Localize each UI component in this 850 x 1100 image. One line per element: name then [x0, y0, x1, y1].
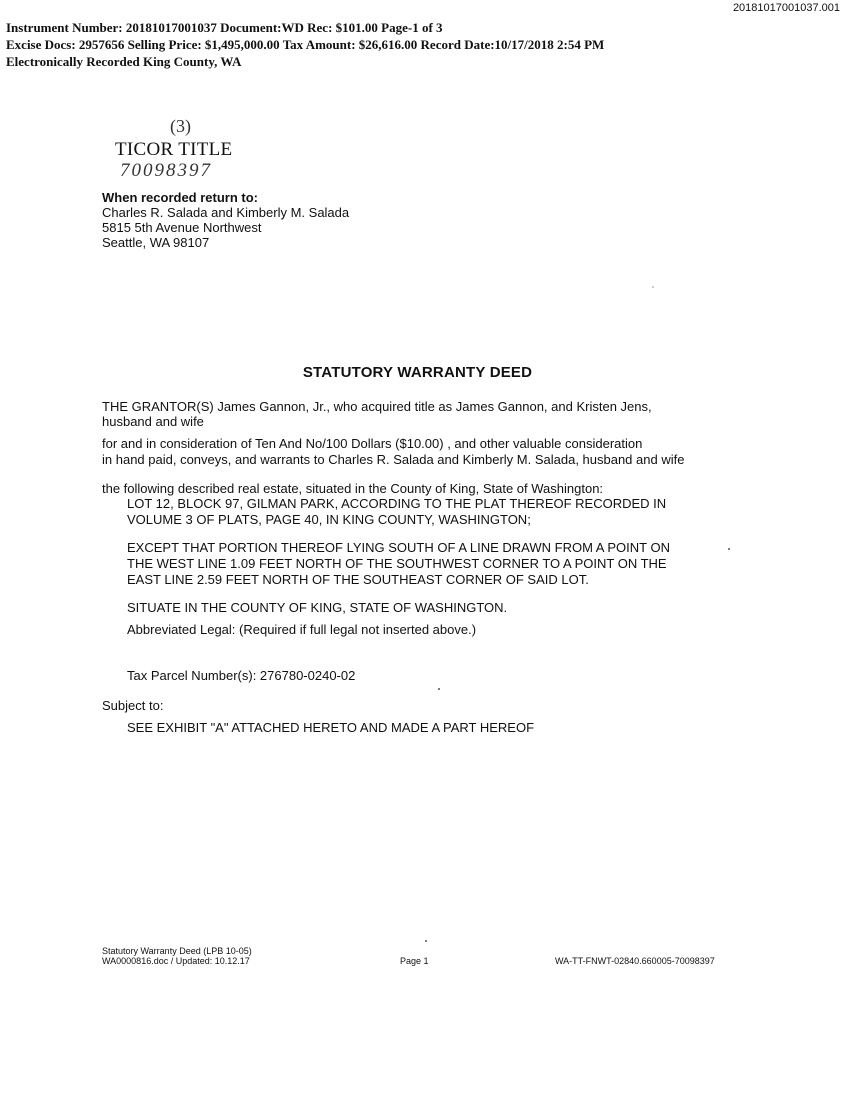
footer-form-name: Statutory Warranty Deed (LPB 10-05): [102, 946, 252, 956]
abbreviated-legal-line: Abbreviated Legal: (Required if full legal not inserted above.): [127, 622, 477, 637]
grantor-line-1: THE GRANTOR(S) James Gannon, Jr., who acquired title as James Gannon, and Kristen Jens,: [102, 399, 652, 414]
return-city: Seattle, WA 98107: [102, 235, 210, 250]
return-address-block: [102, 190, 349, 250]
return-name: Charles R. Salada and Kimberly M. Salada: [102, 205, 350, 220]
exhibit-reference: SEE EXHIBIT "A" ATTACHED HERETO AND MADE A PART HEREOF: [127, 720, 535, 735]
handwritten-order-number: 70098397: [120, 160, 212, 181]
recording-line-1: Instrument Number: 20181017001037 Document:WD Rec: $101.00 Page-1 of 3: [6, 20, 443, 35]
exception-line-2: THE WEST LINE 1.09 FEET NORTH OF THE SOUTHWEST CORNER TO A POINT ON THE: [127, 556, 667, 571]
return-heading: When recorded return to:: [102, 190, 259, 205]
return-street: 5815 5th Avenue Northwest: [102, 220, 262, 235]
subject-to-label: Subject to:: [102, 698, 164, 713]
real-estate-intro: the following described real estate, situated in the County of King, State of Washington:: [102, 481, 604, 496]
legal-description-line-1: LOT 12, BLOCK 97, GILMAN PARK, ACCORDING TO THE PLAT THEREOF RECORDED IN: [127, 496, 667, 511]
handwritten-number: (3): [170, 116, 191, 136]
footer-reference: WA-TT-FNWT-02840.660005-70098397: [555, 956, 715, 966]
ticor-title-stamp: TICOR TITLE: [115, 139, 233, 160]
legal-description-line-2: VOLUME 3 OF PLATS, PAGE 40, IN KING COUNTY, WASHINGTON;: [127, 512, 531, 527]
scan-speck: [438, 688, 440, 690]
scan-speck: [652, 286, 654, 288]
recording-line-3: Electronically Recorded King County, WA: [6, 54, 242, 69]
document-title: STATUTORY WARRANTY DEED: [302, 364, 533, 381]
situate-line: SITUATE IN THE COUNTY OF KING, STATE OF WASHINGTON.: [127, 600, 508, 615]
footer-page-number: Page 1: [400, 956, 429, 966]
page-id-corner: 20181017001037.001: [732, 2, 840, 14]
consideration-line-2: in hand paid, conveys, and warrants to Charles R. Salada and Kimberly M. Salada, husband and wife: [102, 452, 685, 467]
scan-speck: [425, 940, 427, 942]
tax-parcel-line: Tax Parcel Number(s): 276780-0240-02: [127, 668, 356, 683]
consideration-line-1: for and in consideration of Ten And No/100 Dollars ($10.00) , and other valuable consideration: [102, 436, 643, 451]
exception-line-1: EXCEPT THAT PORTION THEREOF LYING SOUTH OF A LINE DRAWN FROM A POINT ON: [127, 540, 670, 555]
recording-line-2: Excise Docs: 2957656 Selling Price: $1,495,000.00 Tax Amount: $26,616.00 Record Date:10/17/2018 2:54 PM: [6, 37, 605, 52]
grantor-line-2: husband and wife: [102, 414, 204, 429]
exception-line-3: EAST LINE 2.59 FEET NORTH OF THE SOUTHEAST CORNER OF SAID LOT.: [127, 572, 589, 587]
footer-form-file: WA0000816.doc / Updated: 10.12.17: [102, 956, 250, 966]
scan-speck: [728, 548, 730, 550]
